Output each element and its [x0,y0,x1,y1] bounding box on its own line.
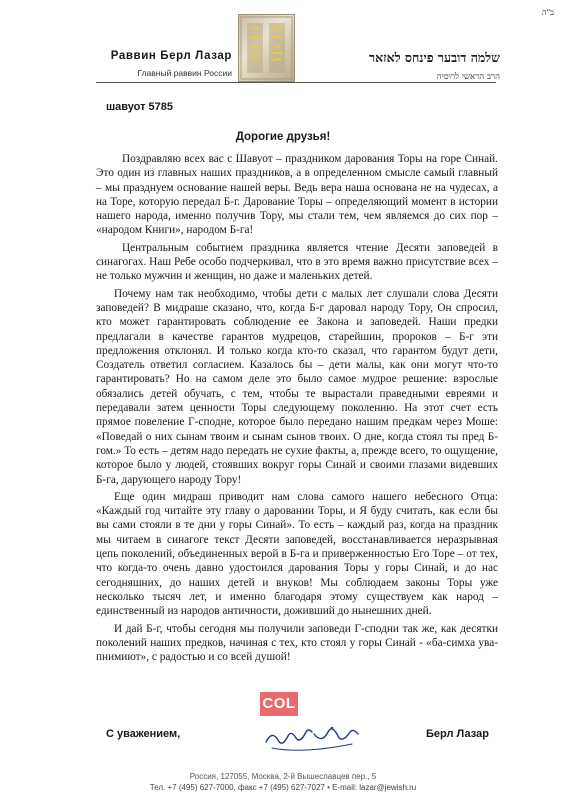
col-watermark-badge: COL [260,692,298,716]
rabbi-title-hebrew: הרב הראשי לרוסיה [436,72,500,82]
rabbi-title-russian: Главный раввин России [137,68,232,78]
emblem-logo [238,14,295,82]
header-russian [96,50,232,78]
signer-name: Берл Лазар [426,728,489,740]
letter-paragraph: Центральным событием праздника является чтение Десяти заповедей в синагогах. Наш Ребе особо подчеркивал, что в это время важно присутствие всех – не только мужчин и женщин, но даже и маленьких детей. [96,241,498,283]
header-divider [96,82,496,83]
letter-body [96,152,498,667]
bsd-mark: ב"ה [541,8,554,17]
letter-date: шавуот 5785 [106,101,173,113]
letter-paragraph: Еще один мидраш приводит нам слова самого нашего небесного Отца: «Каждый год читайте эту главу о даровании Торы, и Я буду считать, как если бы вы сами стояли в те дни у горы Синай». То есть – каждый раз, когда на праздник мы читаем в синагоге текст Десяти заповедей, восстанавливается неразрывная цепь поколений, объединенных верой в Б-га и приверженностью Его Торе – от тех, что когда-то очень давно удостоился дарования Торы у горы Синай, и до нас сегодняшних, до наших детей и внуков! Мы соблюдаем законы Торы уже несколько тысяч лет, и именно благодаря этому существуем как народ – единственный из народов античности, доживший до нынешних дней. [96,490,498,618]
letter-salutation: Дорогие друзья! [235,131,331,143]
closing-phrase: С уважением, [106,728,181,740]
rabbi-name-russian: Раввин Берл Лазар [110,50,232,62]
letter-paragraph: Поздравляю всех вас с Шавуот – праздником дарования Торы на горе Синай. Это один из главных наших праздников, а в определенном смысле самый главный – мы празднуем основание нашей веры. Ведь вера наша основана не на чудесах, а на Торе, которую передал Б-г. Дарование Торы – определяющий момент в истории нашего народа, именно получив Тору, мы стали тем, чем являемся до сих пор – «народом Книги», народом Б-га! [96,153,498,237]
footer-address: Россия, 127055, Москва, 2-й Вышеславцев пер., 5 [189,772,377,781]
rabbi-name-hebrew: שלמה דובער פינחס לאזאר [369,50,500,65]
emblem-logo-icon [239,15,294,81]
handwritten-signature [262,720,372,756]
header-hebrew [300,50,500,82]
letter-paragraph: Почему нам так необходимо, чтобы дети с малых лет слушали слова Десяти заповедей? В мидраше сказано, что, когда Б-г даровал народу Тору, Он спросил, кто может гарантировать соблюдение ее Закона и заповедей. Наши предки предлагали в качестве гарантов мудрецов, старейшин, пророков – Б-г эти предложения отклонял. И только когда кто-то сказал, что гарантом будут дети, Создатель ответил согласием. Казалось бы – дети малы, как они могут что-то гарантировать? Но на самом деле это было самое мудрое решение: взрослые обязались детей обучать, с тем, чтобы те вырастали праведными евреями и передавали затем ценности Торы следующему поколению. На этот счет есть прямое повеление Г-сподне, которое было передано нашим предкам через Моше: «Поведай о них сынам твоим и сынам сынов твоих. О дне, когда стоял ты пред Б-гом.» То есть – детям надо передать не сухие факты, а, прежде всего, то ощущение, которое было у людей, стоявших вокруг горы Синай и своими глазами видевших Б-га, дарующего народу Тору! [96,287,498,486]
letter-paragraph: И дай Б-г, чтобы сегодня мы получили заповеди Г-сподни так же, как десятки поколений наших предков, начиная с тех, кто стоял у горы Синай - «ба-симха ува-пнимиют», с радостью и со всей душой! [96,622,498,664]
footer-contacts: Тел. +7 (495) 627-7000, факс +7 (495) 627-7027 • E-mail: lazar@jewish.ru [149,783,417,792]
